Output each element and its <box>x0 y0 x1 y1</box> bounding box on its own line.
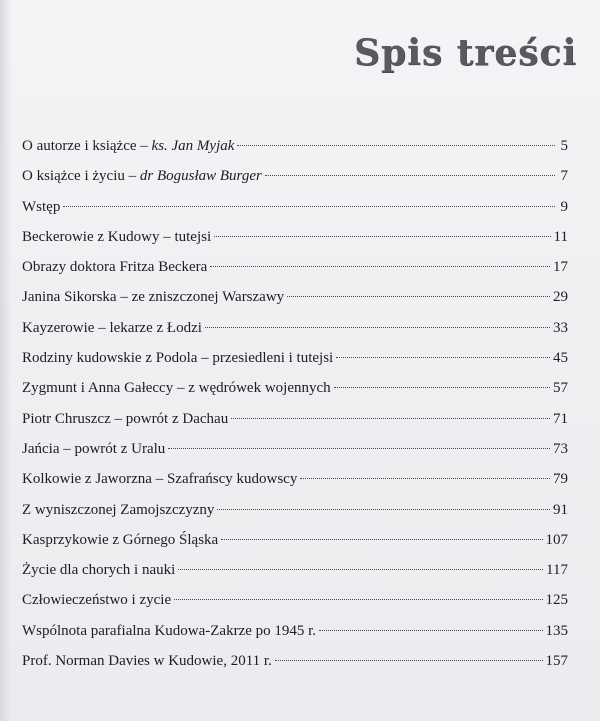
toc-entry-title <box>22 560 175 580</box>
toc-page-number: 91 <box>553 501 568 518</box>
toc-page-number: 29 <box>553 289 568 306</box>
dot-leader <box>300 478 550 479</box>
toc-page-number: 135 <box>545 622 568 639</box>
toc-entry-title <box>22 227 211 247</box>
toc-entry-title <box>22 651 272 671</box>
dot-leader <box>231 418 550 419</box>
toc-page-number: 45 <box>553 350 568 367</box>
dot-leader <box>334 387 550 388</box>
toc-entry-title <box>22 409 228 429</box>
dot-leader <box>319 630 542 631</box>
toc-entry-title <box>22 287 284 307</box>
toc-entry-title <box>22 590 171 610</box>
toc-entry-text: Człowieczeństwo i zycie <box>22 592 172 609</box>
toc-entry <box>22 348 568 378</box>
toc-entry-title <box>22 621 316 641</box>
toc-page-number: 11 <box>553 228 568 245</box>
table-of-contents <box>22 136 568 681</box>
dot-leader <box>221 539 542 540</box>
toc-page-number: 17 <box>553 259 568 276</box>
toc-entry <box>22 166 568 196</box>
toc-entry-text: Jańcia – powrót z Uralu <box>22 440 166 457</box>
toc-entry <box>22 651 568 681</box>
dot-leader <box>265 175 555 176</box>
toc-entry <box>22 227 568 257</box>
toc-page-number: 33 <box>553 319 568 336</box>
toc-entry-text: Życie dla chorych i nauki <box>22 562 176 579</box>
toc-entry-text: Janina Sikorska – ze zniszczonej Warszawy <box>22 289 285 306</box>
dot-leader <box>336 357 550 358</box>
toc-entry <box>22 621 568 651</box>
dot-leader <box>217 509 550 510</box>
toc-entry <box>22 469 568 499</box>
toc-entry-text: Wstęp <box>22 198 61 215</box>
toc-entry-text: Zygmunt i Anna Gałeccy – z wędrówek wojennych <box>22 380 331 397</box>
toc-entry <box>22 560 568 590</box>
toc-entry-author: dr Bogusław Burger <box>139 168 262 185</box>
dot-leader <box>205 327 550 328</box>
toc-entry <box>22 590 568 620</box>
toc-page-number: 7 <box>560 168 568 185</box>
toc-entry-text: Beckerowie z Kudowy – tutejsi <box>22 228 212 245</box>
toc-page-number: 9 <box>560 198 568 215</box>
toc-entry-author: ks. Jan Myjak <box>151 138 235 154</box>
toc-entry-title <box>22 530 218 550</box>
page-title: Spis treści <box>354 32 578 74</box>
toc-entry <box>22 197 568 227</box>
toc-entry-title <box>22 469 297 489</box>
toc-page-number: 71 <box>553 410 568 427</box>
toc-entry <box>22 287 568 317</box>
toc-entry-title <box>22 166 262 186</box>
dot-leader <box>63 206 555 207</box>
toc-entry-text: O autorze i książce – <box>22 138 152 154</box>
toc-entry-text: Kayzerowie – lekarze z Łodzi <box>22 319 202 336</box>
toc-page-number: 79 <box>553 471 568 488</box>
dot-leader <box>168 448 550 449</box>
dot-leader <box>287 296 550 297</box>
toc-entry <box>22 257 568 287</box>
toc-entry-text: Kolkowie z Jaworzna – Szafrańscy kudowscy <box>22 471 298 488</box>
toc-entry <box>22 500 568 530</box>
toc-page-number: 107 <box>545 531 568 548</box>
toc-entry <box>22 409 568 439</box>
toc-entry-title <box>22 439 165 459</box>
toc-entry-title <box>22 197 60 217</box>
toc-entry-text: Obrazy doktora Fritza Beckera <box>22 259 208 276</box>
toc-entry-title <box>22 348 333 368</box>
dot-leader <box>237 145 555 146</box>
toc-entry-text: O książce i życiu – <box>22 168 140 185</box>
toc-entry-title <box>22 378 331 398</box>
toc-entry-title <box>22 257 207 277</box>
toc-page-number: 5 <box>560 138 568 154</box>
dot-leader <box>275 660 543 661</box>
toc-page-number: 117 <box>546 562 568 579</box>
toc-entry-text: Kasprzykowie z Górnego Śląska <box>22 531 219 548</box>
toc-entry <box>22 530 568 560</box>
toc-entry-text: Rodziny kudowskie z Podola – przesiedleni i tutejsi <box>22 350 334 367</box>
page-edge-shadow <box>0 0 12 721</box>
toc-entry-text: Piotr Chruszcz – powrót z Dachau <box>22 410 229 427</box>
toc-page-number: 125 <box>545 592 568 609</box>
toc-entry-title <box>22 136 234 156</box>
toc-page-number: 57 <box>553 380 568 397</box>
dot-leader <box>214 236 550 237</box>
toc-entry <box>22 318 568 348</box>
toc-page-number: 157 <box>545 653 568 670</box>
dot-leader <box>174 599 542 600</box>
toc-entry-text: Prof. Norman Davies w Kudowie, 2011 r. <box>22 653 272 670</box>
dot-leader <box>210 266 550 267</box>
toc-entry-text: Z wyniszczonej Zamojszczyzny <box>22 501 215 518</box>
dot-leader <box>178 569 543 570</box>
toc-entry <box>22 136 568 166</box>
toc-entry-title <box>22 500 214 520</box>
toc-page-number: 73 <box>553 440 568 457</box>
toc-entry <box>22 439 568 469</box>
toc-entry-title <box>22 318 202 338</box>
toc-entry <box>22 378 568 408</box>
toc-entry-text: Wspólnota parafialna Kudowa-Zakrze po 1945 r. <box>22 622 317 639</box>
